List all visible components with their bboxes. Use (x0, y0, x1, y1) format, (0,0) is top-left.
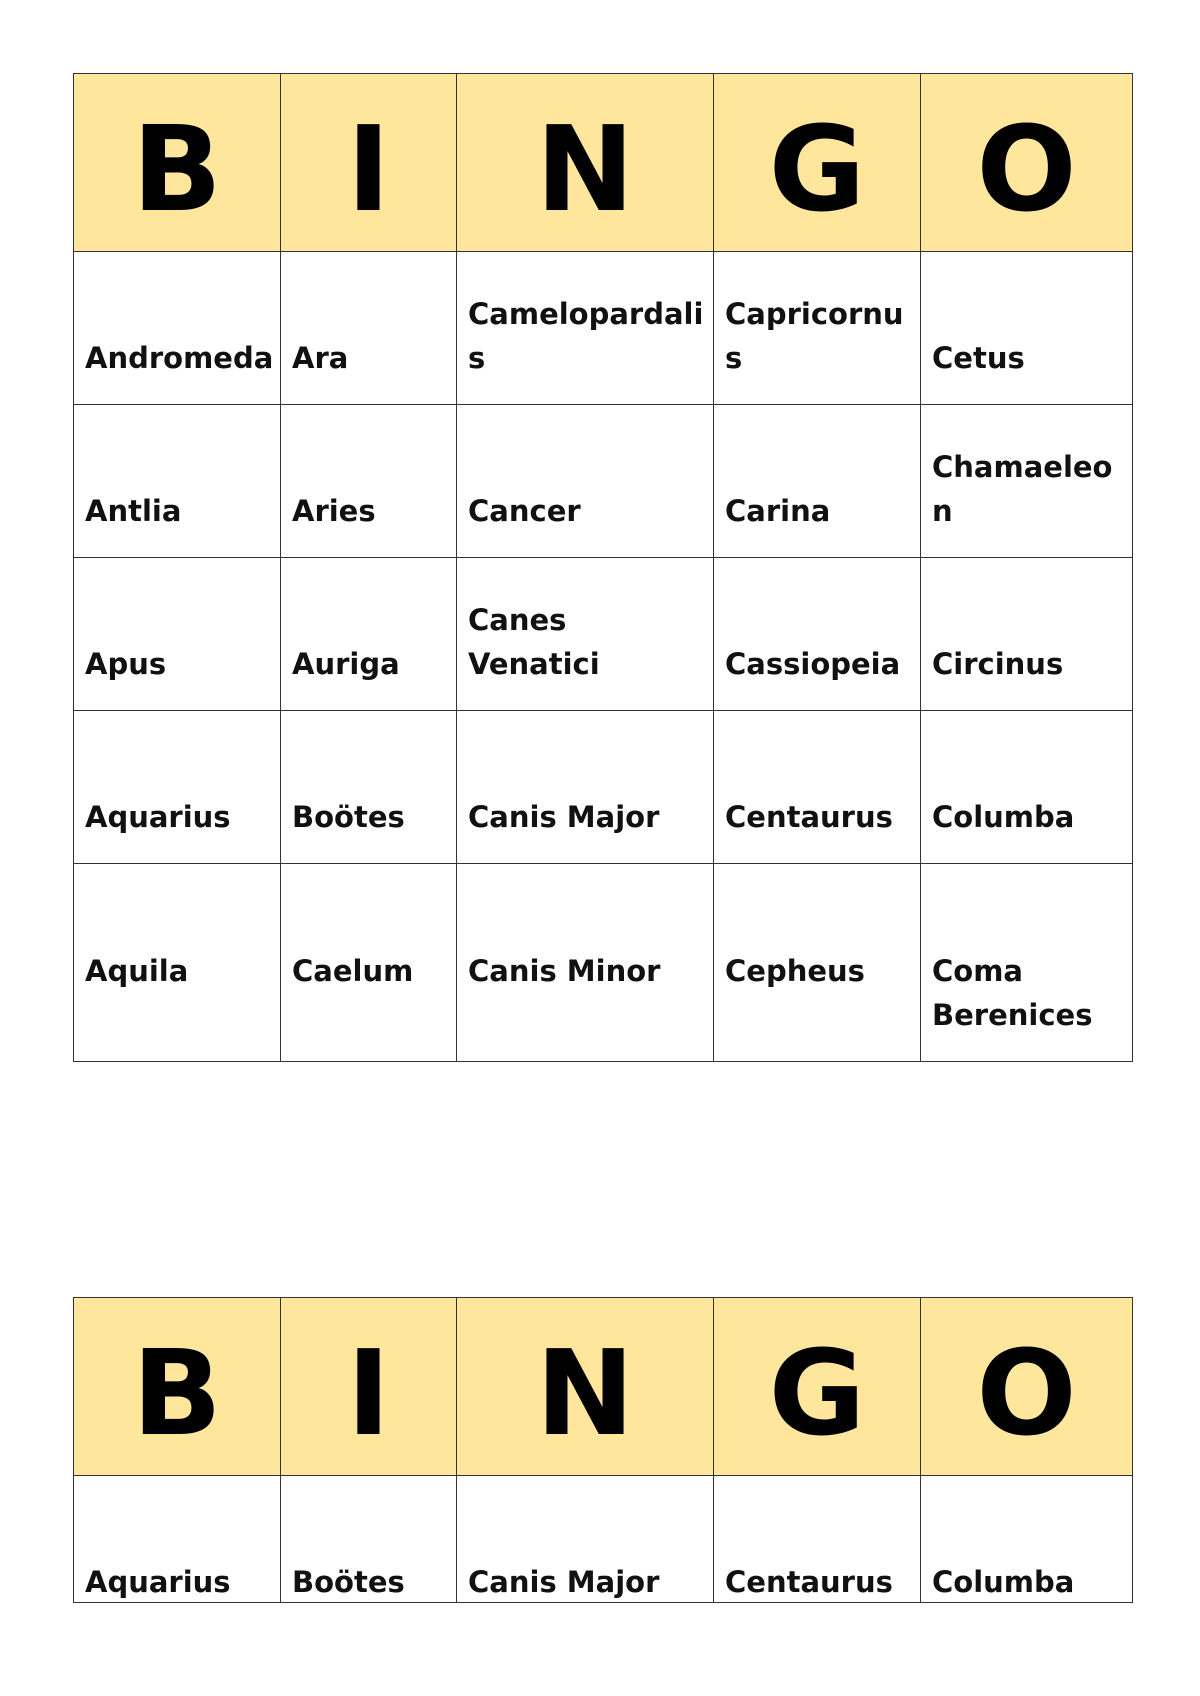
bingo-cell: Canis Minor (457, 864, 714, 1062)
bingo-cell: Auriga (281, 558, 457, 711)
bingo-row (74, 1476, 1133, 1603)
bingo-cell: Carina (714, 405, 921, 558)
bingo-cell: Aquila (74, 864, 281, 1062)
bingo-row (74, 558, 1133, 711)
bingo-cell: Circinus (921, 558, 1133, 711)
bingo-cell: Coma Berenices (921, 864, 1133, 1062)
bingo-cell: Boötes (281, 1476, 457, 1603)
bingo-cell: Ara (281, 252, 457, 405)
bingo-cell: Aries (281, 405, 457, 558)
bingo-row (74, 711, 1133, 864)
bingo-cell: Antlia (74, 405, 281, 558)
bingo-cell: Boötes (281, 711, 457, 864)
bingo-cell: Chamaeleon (921, 405, 1133, 558)
bingo-cell: Cetus (921, 252, 1133, 405)
bingo-cell: Canes Venatici (457, 558, 714, 711)
header-letter-i: I (281, 74, 457, 252)
bingo-cell: Camelopardalis (457, 252, 714, 405)
bingo-cell: Centaurus (714, 711, 921, 864)
bingo-cell: Cassiopeia (714, 558, 921, 711)
bingo-cell: Andromeda (74, 252, 281, 405)
bingo-header-row (74, 74, 1133, 252)
header-letter-i: I (281, 1298, 457, 1476)
bingo-cell: Canis Major (457, 1476, 714, 1603)
bingo-row (74, 252, 1133, 405)
bingo-cell: Columba (921, 1476, 1133, 1603)
bingo-card-2 (73, 1297, 1133, 1603)
bingo-row (74, 405, 1133, 558)
bingo-cell: Caelum (281, 864, 457, 1062)
bingo-cell: Aquarius (74, 1476, 281, 1603)
bingo-row (74, 864, 1133, 1062)
bingo-cell: Apus (74, 558, 281, 711)
header-letter-g: G (714, 1298, 921, 1476)
bingo-cell: Aquarius (74, 711, 281, 864)
bingo-cell: Capricornus (714, 252, 921, 405)
header-letter-n: N (457, 1298, 714, 1476)
header-letter-o: O (921, 1298, 1133, 1476)
header-letter-n: N (457, 74, 714, 252)
header-letter-b: B (74, 74, 281, 252)
bingo-cell: Columba (921, 711, 1133, 864)
bingo-header-row (74, 1298, 1133, 1476)
header-letter-g: G (714, 74, 921, 252)
bingo-cell: Cepheus (714, 864, 921, 1062)
header-letter-b: B (74, 1298, 281, 1476)
bingo-cell: Centaurus (714, 1476, 921, 1603)
header-letter-o: O (921, 74, 1133, 252)
bingo-cell: Canis Major (457, 711, 714, 864)
bingo-card-1 (73, 73, 1133, 1062)
bingo-cell: Cancer (457, 405, 714, 558)
